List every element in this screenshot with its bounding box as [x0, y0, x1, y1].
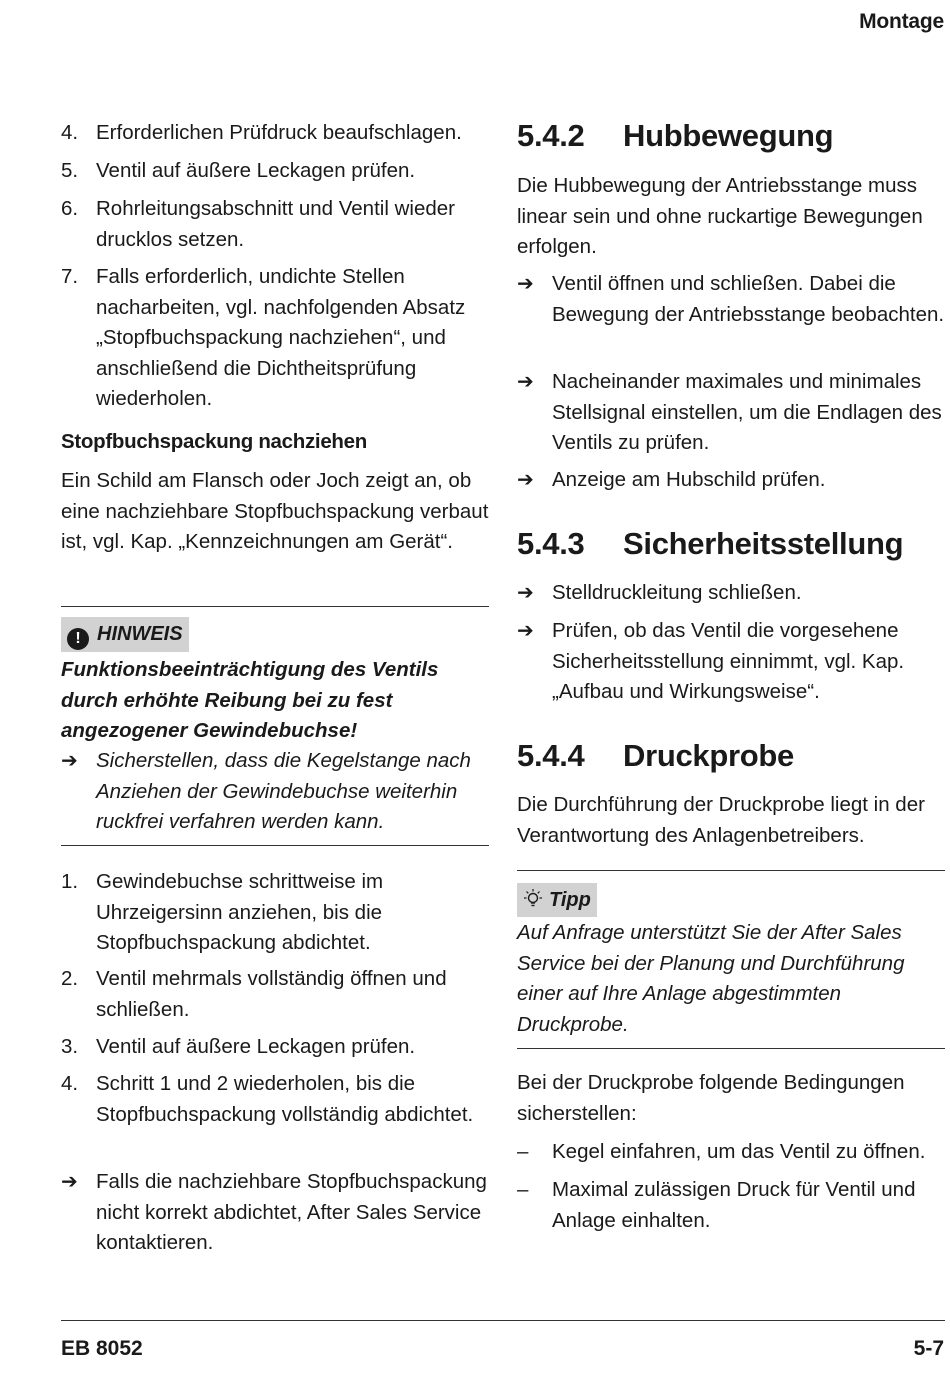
notice-title: Funktionsbeeinträchtigung des Ventils durch erhöhte Reibung bei zu fest angezogener Gewindebuchse! — [61, 658, 439, 742]
paragraph — [61, 466, 491, 558]
list-item — [61, 156, 491, 187]
list-number: 7. — [61, 265, 79, 288]
list-number: 3. — [61, 1035, 79, 1058]
section-number: 5.4.2 — [517, 118, 585, 153]
section-number: 5.4.3 — [517, 526, 585, 561]
paragraph-text: Bei der Druckprobe folgende Bedingungen sicherstellen: — [517, 1071, 905, 1125]
list-number: 4. — [61, 1072, 79, 1095]
list-text: Ventil auf äußere Leckagen prüfen. — [96, 159, 416, 182]
list-text: Kegel einfahren, um das Ventil zu öffnen. — [552, 1140, 926, 1163]
arrow-icon: ➔ — [517, 469, 534, 491]
action-text: Anzeige am Hubschild prüfen. — [552, 468, 826, 491]
action-text: Sicherstellen, dass die Kegelstange nach Anziehen der Gewindebuchse weiterhin ruckfrei verfahren werden kann. — [96, 749, 471, 833]
list-item — [61, 262, 491, 415]
action-item — [517, 616, 947, 708]
action-text: Falls die nachziehbare Stopfbuchspackung nicht korrekt abdichtet, After Sales Service kontaktieren. — [96, 1170, 487, 1254]
divider — [61, 606, 489, 607]
list-item — [61, 867, 491, 959]
action-item — [517, 269, 947, 361]
list-item — [61, 1069, 491, 1161]
tip-badge — [517, 883, 597, 917]
list-number: 1. — [61, 870, 79, 893]
list-item — [61, 118, 491, 149]
arrow-icon: ➔ — [61, 750, 78, 772]
list-number: 2. — [61, 967, 79, 990]
list-text: Maximal zulässigen Druck für Ventil und Anlage einhalten. — [552, 1178, 916, 1232]
list-number: 6. — [61, 197, 79, 220]
lightbulb-icon — [521, 888, 545, 910]
divider — [61, 845, 489, 846]
arrow-icon: ➔ — [517, 620, 534, 642]
divider — [517, 1048, 945, 1049]
tip-text-content: Auf Anfrage unterstützt Sie der After Sales Service bei der Planung und Durchführung einer auf Ihre Anlage abgestimmten Druckprobe. — [517, 921, 905, 1036]
list-text: Ventil auf äußere Leckagen prüfen. — [96, 1035, 416, 1058]
paragraph — [517, 1068, 947, 1129]
notice-label: HINWEIS — [97, 623, 183, 645]
section-header: Montage — [859, 10, 944, 33]
tip-text — [517, 918, 947, 1040]
arrow-icon: ➔ — [517, 582, 534, 604]
section-title: Hubbewegung — [623, 118, 834, 153]
page-number: 5-7 — [913, 1337, 944, 1360]
action-text: Nacheinander maximales und minimales Stellsignal einstellen, um die Endlagen des Ventils zu prüfen. — [552, 370, 942, 454]
document-number: EB 8052 — [61, 1337, 143, 1360]
tip-label: Tipp — [549, 889, 591, 911]
paragraph-text: Die Durchführung der Druckprobe liegt in der Verantwortung des Anlagenbetreibers. — [517, 793, 925, 847]
paragraph-text: Ein Schild am Flansch oder Joch zeigt an, ob eine nachziehbare Stopfbuchspackung verbaut ist, vgl. Kap. „Kennzeichnungen am Gerät“. — [61, 469, 489, 553]
action-item — [517, 465, 947, 496]
list-item — [61, 964, 491, 1026]
subheading: Stopfbuchspackung nachziehen — [61, 430, 367, 453]
arrow-icon: ➔ — [517, 371, 534, 393]
dash-item — [517, 1175, 947, 1237]
list-number: 5. — [61, 159, 79, 182]
list-number: 4. — [61, 121, 79, 144]
action-text: Stelldruckleitung schließen. — [552, 581, 802, 604]
action-text: Prüfen, ob das Ventil die vorgesehene Sicherheitsstellung einnimmt, vgl. Kap. „Aufbau und Wirkungsweise“. — [552, 619, 905, 703]
section-heading-543 — [517, 526, 947, 566]
arrow-icon: ➔ — [517, 273, 534, 295]
section-heading-544 — [517, 738, 947, 778]
list-text: Rohrleitungsabschnitt und Ventil wieder drucklos setzen. — [96, 197, 455, 251]
list-text: Gewindebuchse schrittweise im Uhrzeigersinn anziehen, bis die Stopfbuchspackung abdichtet. — [96, 870, 384, 954]
paragraph — [517, 171, 947, 263]
list-text: Schritt 1 und 2 wiederholen, bis die Stopfbuchspackung vollständig abdichtet. — [96, 1072, 474, 1126]
section-title: Sicherheitsstellung — [623, 526, 904, 561]
notice-badge — [61, 617, 189, 652]
action-text: Ventil öffnen und schließen. Dabei die Bewegung der Antriebsstange beobachten. — [552, 272, 945, 326]
section-number: 5.4.4 — [517, 738, 585, 773]
list-item — [61, 1032, 491, 1063]
paragraph — [517, 790, 947, 851]
divider — [517, 870, 945, 871]
action-item — [517, 367, 947, 459]
exclamation-icon: ! — [67, 628, 89, 650]
paragraph-text: Die Hubbewegung der Antriebsstange muss linear sein und ohne ruckartige Bewegungen erfolgen. — [517, 174, 923, 258]
list-text: Erforderlichen Prüfdruck beaufschlagen. — [96, 121, 462, 144]
footer-rule — [61, 1320, 945, 1321]
section-title: Druckprobe — [623, 738, 794, 773]
action-item — [517, 578, 947, 609]
dash-item — [517, 1137, 947, 1168]
list-item — [61, 194, 491, 256]
dash-bullet: – — [517, 1140, 529, 1163]
notice-action — [61, 746, 491, 838]
list-text: Falls erforderlich, undichte Stellen nacharbeiten, vgl. nachfolgenden Absatz „Stopfbuchspackung nachziehen“, und anschließend die Dichtheitsprüfung wiederholen. — [96, 265, 466, 410]
list-text: Ventil mehrmals vollständig öffnen und schließen. — [96, 967, 447, 1021]
section-heading-542 — [517, 118, 947, 158]
action-item — [61, 1167, 491, 1259]
arrow-icon: ➔ — [61, 1171, 78, 1193]
dash-bullet: – — [517, 1178, 529, 1201]
